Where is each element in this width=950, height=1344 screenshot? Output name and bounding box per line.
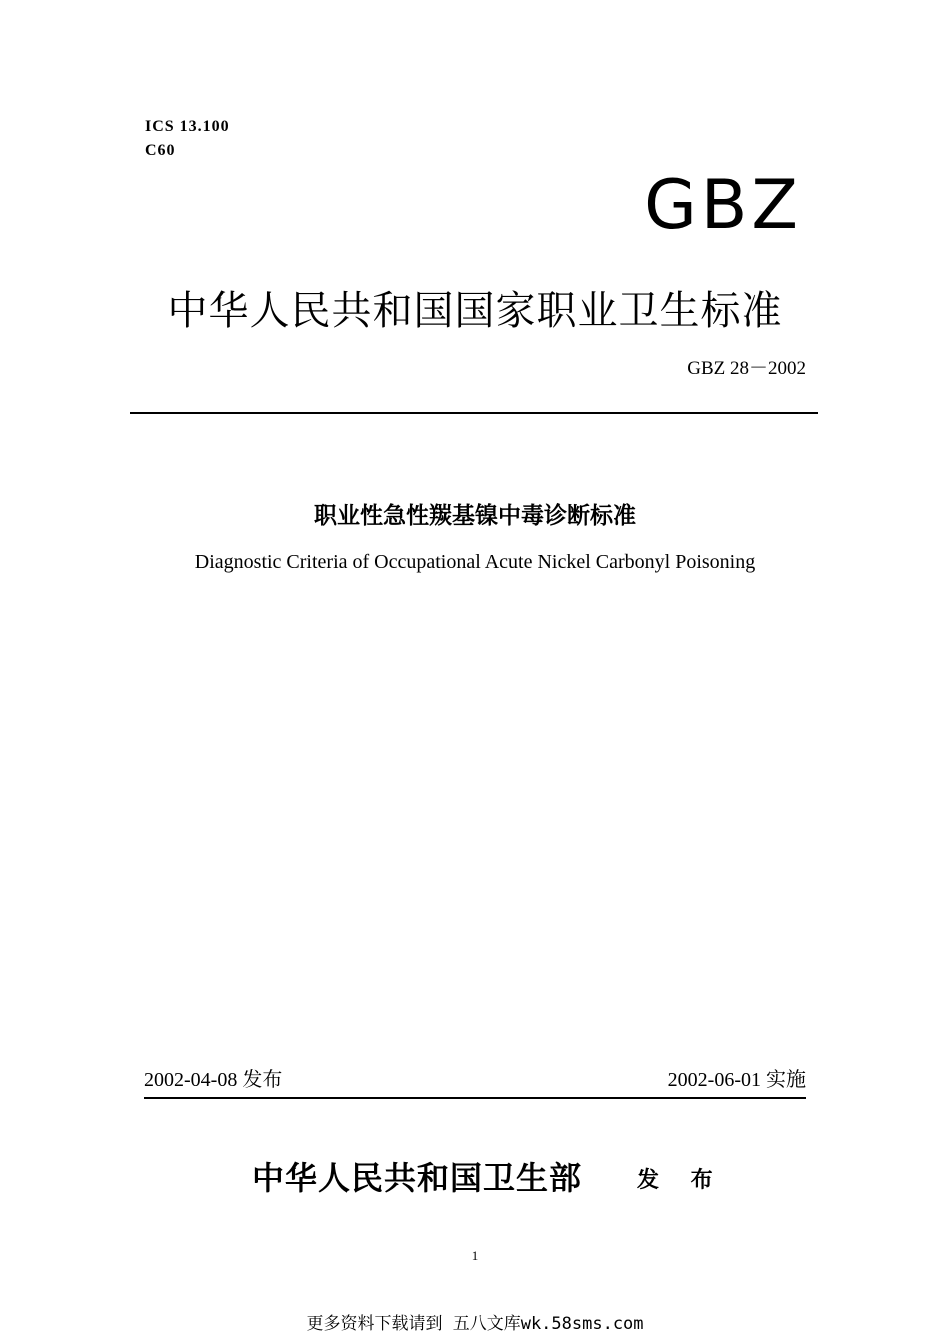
classification-code: C60 — [145, 142, 176, 159]
publisher-name: 中华人民共和国卫生部 — [252, 1159, 583, 1197]
page-number: 1 — [471, 1248, 479, 1263]
implementation-date: 2002-06-01 实施 — [667, 1069, 806, 1091]
standard-number: GBZ 28－2002 — [687, 358, 806, 379]
document-title-english: Diagnostic Criteria of Occupational Acute Nickel Carbonyl Poisoning — [194, 551, 756, 573]
download-footer[interactable]: 更多资料下载请到 五八文库wk.58sms.com — [306, 1314, 644, 1334]
gbz-logo: GBZ — [644, 166, 802, 245]
publish-label: 发 布 — [637, 1168, 725, 1193]
ics-code: ICS 13.100 — [145, 118, 230, 135]
header-divider — [130, 412, 818, 414]
national-standard-title: 中华人民共和国国家职业卫生标准 — [167, 288, 783, 334]
issue-date: 2002-04-08 发布 — [144, 1069, 283, 1091]
document-title-chinese: 职业性急性羰基镍中毒诊断标准 — [314, 503, 636, 529]
dates-divider — [144, 1097, 806, 1099]
